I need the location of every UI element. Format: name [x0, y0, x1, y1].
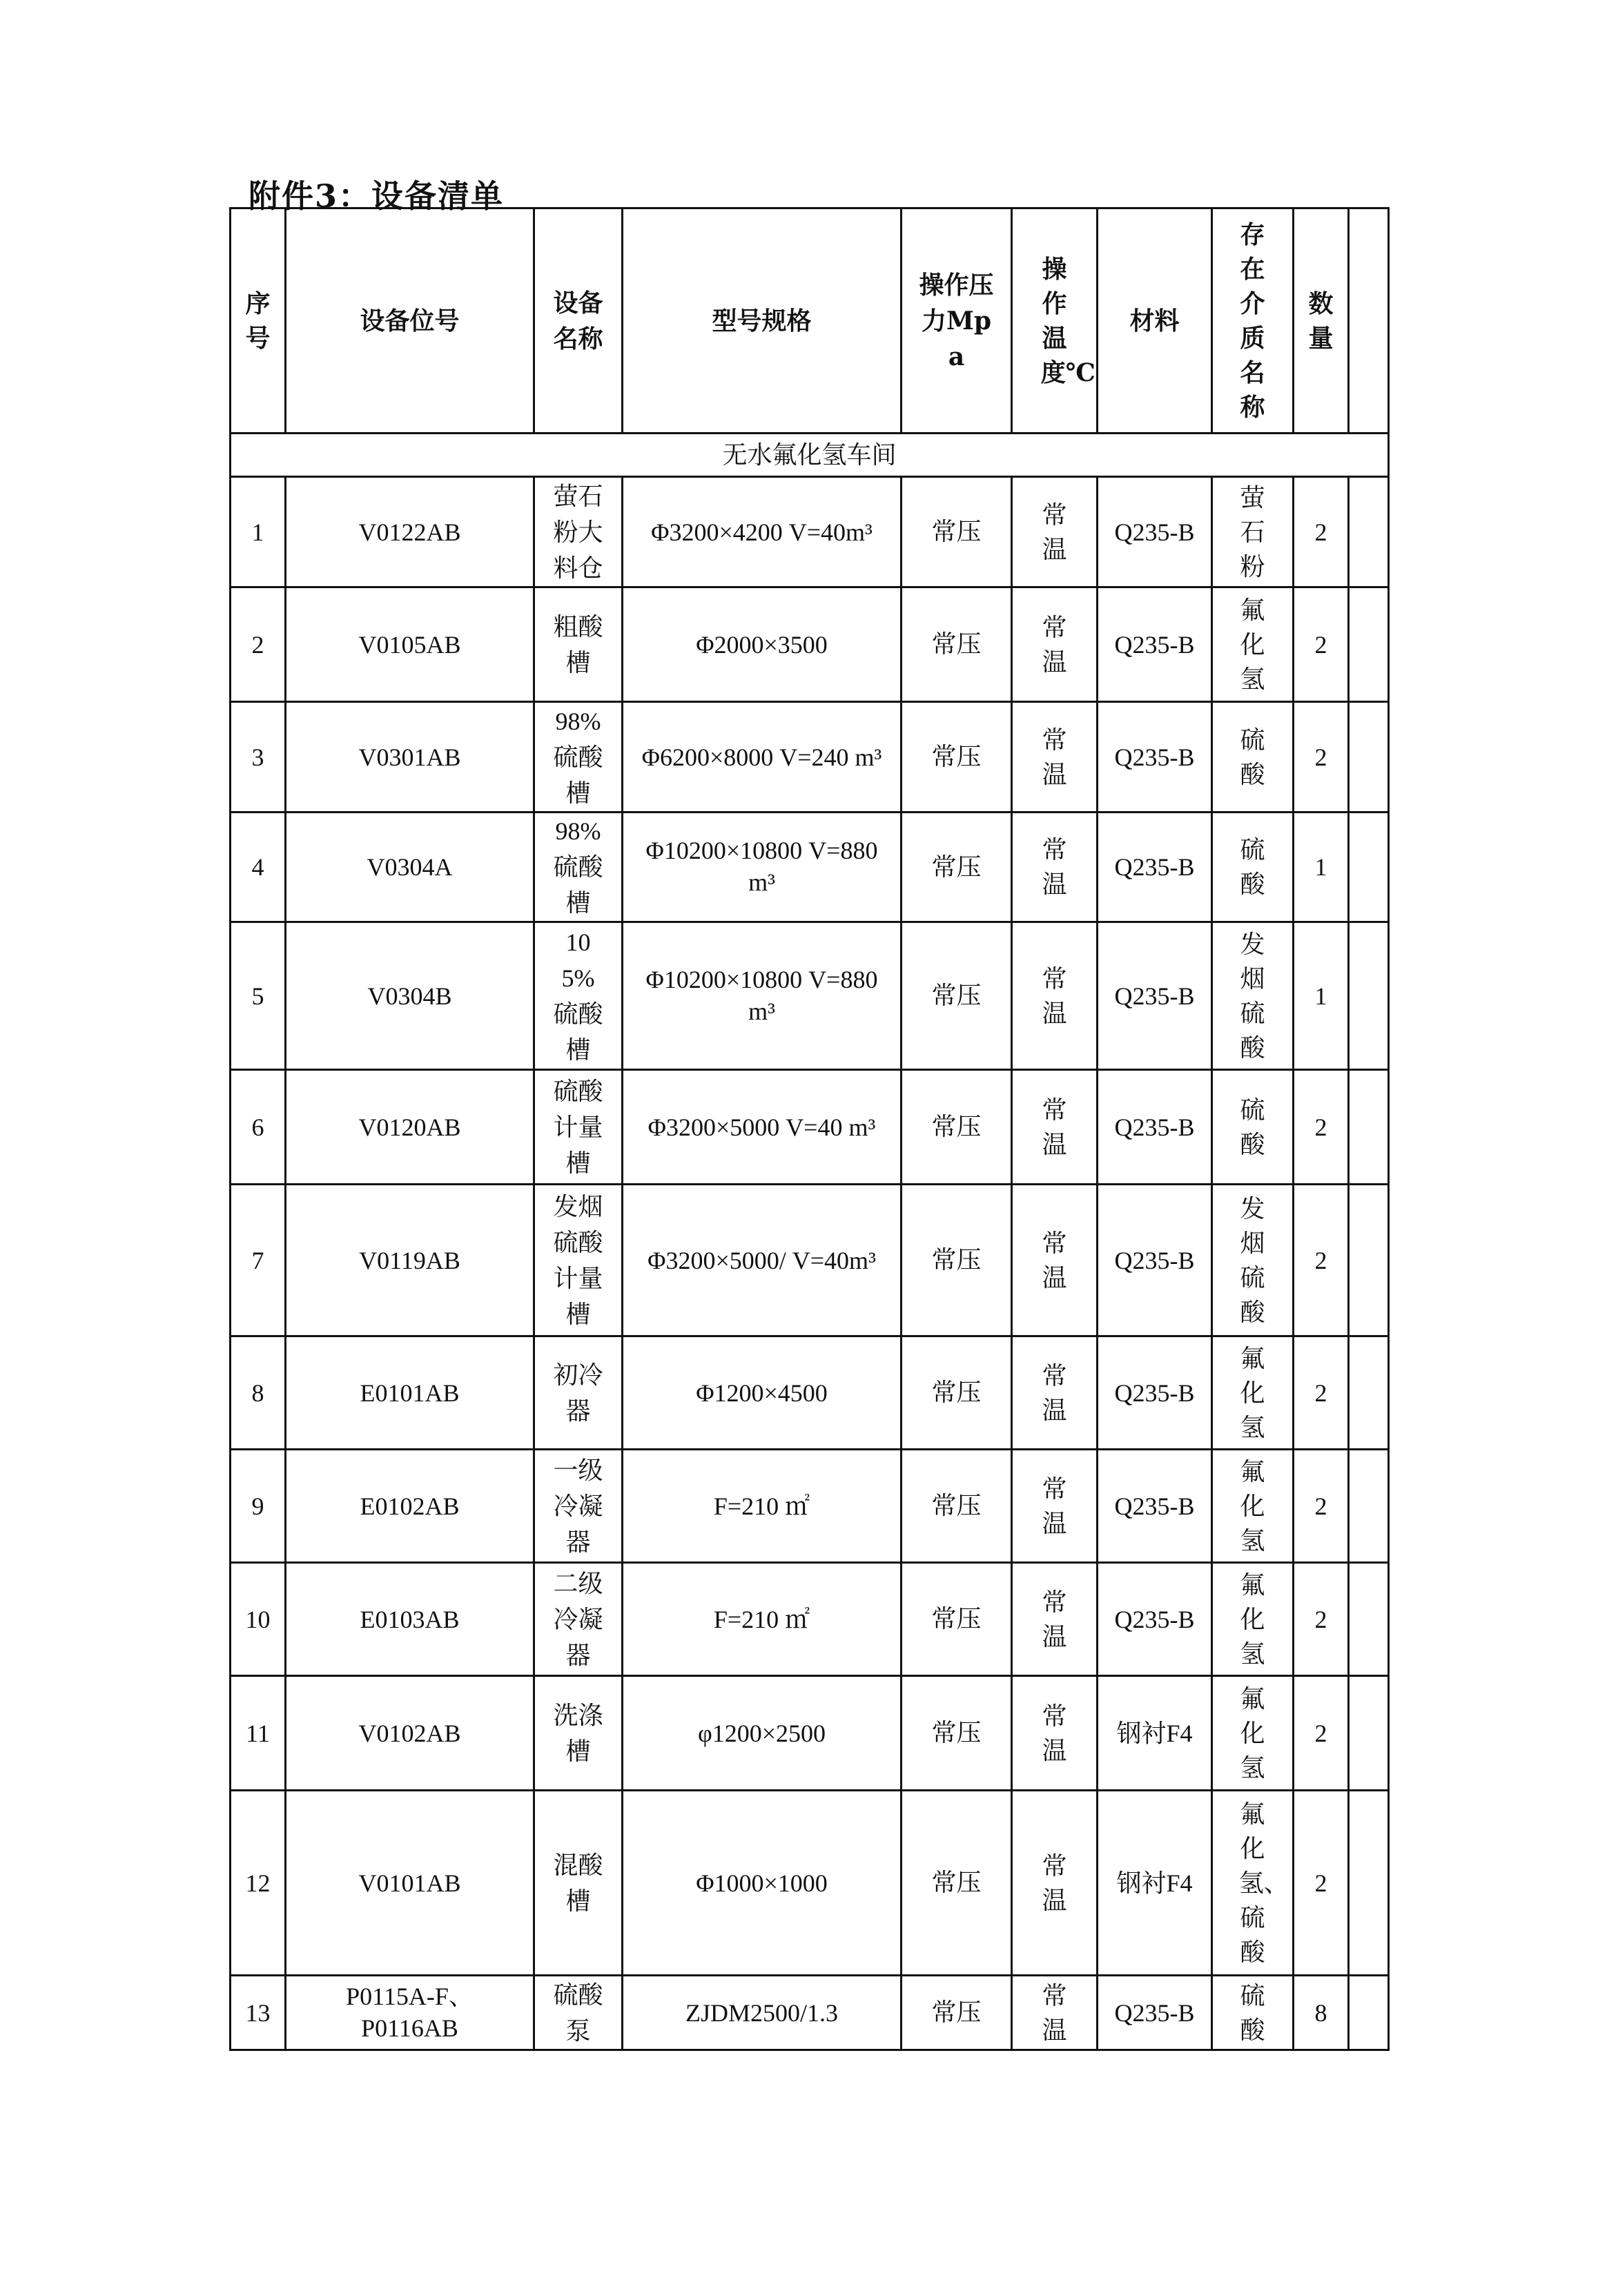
table-row: [231, 1563, 1389, 1676]
cell-temp: [1012, 922, 1098, 1070]
cell-qty-text: 2: [1314, 1719, 1327, 1747]
cell-tag-text: V0119AB: [359, 1246, 460, 1274]
table-row: [231, 813, 1389, 922]
cell-material: [1098, 477, 1212, 587]
table-row: [231, 1676, 1389, 1791]
cell-tag: [286, 587, 534, 702]
cell-tag: [286, 1676, 534, 1791]
header-seq: 序号: [231, 208, 286, 434]
cell-blank: [1349, 477, 1389, 587]
cell-medium-text: 氟化氢、硫酸: [1238, 1800, 1289, 1966]
cell-material-text: 钢衬F4: [1116, 1869, 1193, 1897]
cell-tag-text: V0120AB: [358, 1113, 461, 1141]
cell-pressure-text: 常压: [931, 630, 982, 659]
cell-medium: [1212, 1450, 1294, 1563]
cell-seq: [231, 587, 286, 702]
equipment-table: [229, 207, 1390, 2051]
table-row: [231, 587, 1389, 702]
cell-name-text: 粗酸槽: [553, 612, 603, 677]
cell-temp: [1012, 1676, 1098, 1791]
cell-qty: [1294, 1563, 1349, 1676]
cell-tag-text: E0103AB: [360, 1605, 460, 1633]
cell-temp: [1012, 1976, 1098, 2050]
header-pressure: 操作压力Mpa: [902, 208, 1012, 434]
cell-pressure: [902, 1976, 1012, 2050]
cell-medium: [1212, 922, 1294, 1070]
cell-blank: [1349, 922, 1389, 1070]
cell-seq-text: 5: [251, 982, 264, 1010]
cell-medium-text: 硫酸: [1240, 836, 1265, 898]
cell-material: [1098, 922, 1212, 1070]
cell-tag: [286, 922, 534, 1070]
cell-pressure: [902, 1070, 1012, 1185]
cell-tag-text: V0102AB: [358, 1719, 461, 1747]
table-row: [231, 1791, 1389, 1976]
table-row: [231, 702, 1389, 813]
cell-temp-text: 常温: [1042, 836, 1067, 898]
cell-qty: [1294, 922, 1349, 1070]
cell-seq-text: 3: [251, 743, 264, 771]
cell-pressure: [902, 1185, 1012, 1336]
page-title: 附件3：设备清单: [249, 177, 505, 215]
cell-name: [534, 813, 623, 922]
cell-medium-text: 氟化氢: [1240, 1684, 1265, 1782]
cell-blank: [1349, 1676, 1389, 1791]
cell-name: [534, 1450, 623, 1563]
cell-medium-text: 氟化氢: [1240, 1457, 1265, 1555]
cell-name-text: 初冷器: [553, 1361, 603, 1425]
cell-seq-text: 2: [251, 630, 264, 659]
cell-temp: [1012, 1450, 1098, 1563]
cell-pressure-text: 常压: [931, 1379, 982, 1407]
cell-temp: [1012, 477, 1098, 587]
cell-medium-text: 萤石粉: [1240, 483, 1265, 581]
cell-qty-text: 2: [1314, 1113, 1327, 1141]
cell-temp-text: 常温: [1042, 726, 1067, 788]
cell-seq-text: 12: [245, 1869, 271, 1897]
header-row: [231, 208, 1389, 434]
cell-name-text: 洗涤槽: [553, 1701, 603, 1765]
cell-qty: [1294, 1070, 1349, 1185]
cell-model: [623, 1791, 902, 1976]
header-model: 型号规格: [623, 208, 902, 434]
cell-name: [534, 1563, 623, 1676]
cell-seq: [231, 1976, 286, 2050]
cell-qty-text: 1: [1314, 982, 1327, 1010]
cell-model: [623, 702, 902, 813]
cell-seq-text: 1: [251, 518, 264, 546]
cell-material: [1098, 1336, 1212, 1450]
cell-pressure: [902, 1450, 1012, 1563]
cell-qty-text: 2: [1314, 1492, 1327, 1520]
cell-model: [623, 477, 902, 587]
cell-qty: [1294, 1791, 1349, 1976]
cell-material: [1098, 1791, 1212, 1976]
cell-temp-text: 常温: [1042, 1851, 1067, 1914]
cell-name-text: 二级冷凝器: [553, 1569, 603, 1669]
cell-tag-text: V0105AB: [358, 630, 461, 659]
cell-pressure-text: 常压: [931, 853, 982, 882]
cell-seq: [231, 1450, 286, 1563]
cell-temp-text: 常温: [1042, 1588, 1067, 1651]
cell-material-text: Q235-B: [1114, 743, 1195, 771]
cell-medium: [1212, 702, 1294, 813]
cell-material: [1098, 1976, 1212, 2050]
cell-seq-text: 9: [251, 1492, 264, 1520]
cell-blank: [1349, 1563, 1389, 1676]
header-temp: 操作温度℃: [1012, 208, 1098, 434]
cell-model-text: F=210 ㎡: [713, 1492, 810, 1520]
cell-temp-text: 常温: [1042, 613, 1067, 676]
table-row: [231, 1450, 1389, 1563]
section-row: [231, 434, 1389, 477]
cell-seq: [231, 1676, 286, 1791]
cell-temp-text: 常温: [1042, 500, 1067, 563]
cell-medium: [1212, 477, 1294, 587]
cell-pressure: [902, 1676, 1012, 1791]
cell-temp-text: 常温: [1042, 1702, 1067, 1764]
cell-model-text: Φ6200×8000 V=240 m³: [641, 743, 882, 771]
cell-qty: [1294, 1185, 1349, 1336]
cell-blank: [1349, 1336, 1389, 1450]
cell-name: [534, 1336, 623, 1450]
cell-temp: [1012, 813, 1098, 922]
cell-model: [623, 1070, 902, 1185]
cell-blank: [1349, 1450, 1389, 1563]
cell-seq: [231, 1336, 286, 1450]
cell-material-text: Q235-B: [1114, 518, 1195, 546]
cell-qty: [1294, 587, 1349, 702]
cell-material-text: Q235-B: [1114, 853, 1195, 881]
cell-model-text: Φ10200×10800 V=880 m³: [645, 965, 878, 1025]
cell-qty: [1294, 813, 1349, 922]
cell-temp-text: 常温: [1042, 1361, 1067, 1424]
cell-name-text: 98%硫酸槽: [553, 817, 603, 917]
cell-seq-text: 10: [245, 1605, 271, 1633]
cell-model: [623, 1976, 902, 2050]
cell-material-text: Q235-B: [1114, 1605, 1195, 1633]
cell-pressure: [902, 813, 1012, 922]
cell-medium-text: 硫酸: [1240, 1981, 1265, 2044]
cell-tag: [286, 1070, 534, 1185]
table-row: [231, 1976, 1389, 2050]
cell-model: [623, 813, 902, 922]
table-row: [231, 1070, 1389, 1185]
cell-material: [1098, 587, 1212, 702]
cell-blank: [1349, 1976, 1389, 2050]
cell-name: [534, 1976, 623, 2050]
cell-name: [534, 702, 623, 813]
cell-name-text: 98%硫酸槽: [553, 707, 603, 807]
cell-temp: [1012, 587, 1098, 702]
cell-name-text: 混酸槽: [553, 1851, 603, 1915]
cell-qty: [1294, 702, 1349, 813]
cell-material-text: 钢衬F4: [1116, 1719, 1193, 1747]
cell-tag-text: V0304A: [367, 853, 453, 881]
header-qty: 数量: [1294, 208, 1349, 434]
cell-material: [1098, 813, 1212, 922]
header-tag: 设备位号: [286, 208, 534, 434]
cell-blank: [1349, 587, 1389, 702]
cell-name-text: 一级冷凝器: [553, 1456, 603, 1556]
cell-tag-text: P0115A-F、P0116AB: [346, 1982, 474, 2042]
cell-pressure: [902, 1791, 1012, 1976]
cell-model-text: Φ3200×5000 V=40 m³: [647, 1113, 876, 1141]
cell-medium-text: 氟化氢: [1240, 1570, 1265, 1668]
cell-model: [623, 1336, 902, 1450]
cell-seq: [231, 1185, 286, 1336]
cell-seq: [231, 477, 286, 587]
cell-pressure: [902, 922, 1012, 1070]
cell-pressure: [902, 1563, 1012, 1676]
cell-blank: [1349, 813, 1389, 922]
cell-seq-text: 4: [251, 853, 264, 881]
cell-qty-text: 1: [1314, 853, 1327, 881]
cell-blank: [1349, 1185, 1389, 1336]
cell-model-text: ZJDM2500/1.3: [685, 1998, 838, 2027]
cell-tag: [286, 1791, 534, 1976]
cell-name-text: 105%硫酸槽: [553, 928, 603, 1064]
cell-qty-text: 8: [1314, 1998, 1327, 2027]
cell-medium-text: 发烟硫酸: [1240, 930, 1265, 1062]
cell-tag: [286, 1450, 534, 1563]
table-row: [231, 477, 1389, 587]
cell-temp: [1012, 1070, 1098, 1185]
table-row: [231, 922, 1389, 1070]
cell-pressure-text: 常压: [931, 1246, 982, 1274]
cell-blank: [1349, 1791, 1389, 1976]
cell-tag: [286, 1563, 534, 1676]
cell-tag-text: E0101AB: [360, 1379, 460, 1407]
cell-name: [534, 587, 623, 702]
cell-tag-text: V0301AB: [358, 743, 461, 771]
cell-material-text: Q235-B: [1114, 982, 1195, 1010]
header-blank: [1349, 208, 1389, 434]
cell-medium-text: 发烟硫酸: [1240, 1194, 1265, 1326]
cell-tag-text: V0304B: [367, 982, 452, 1010]
cell-tag: [286, 1336, 534, 1450]
cell-medium: [1212, 1976, 1294, 2050]
cell-seq: [231, 813, 286, 922]
cell-model: [623, 1563, 902, 1676]
cell-model-text: Φ2000×3500: [696, 630, 828, 659]
cell-pressure: [902, 587, 1012, 702]
cell-medium-text: 氟化氢: [1240, 1344, 1265, 1441]
cell-name: [534, 477, 623, 587]
cell-material-text: Q235-B: [1114, 630, 1195, 659]
cell-material: [1098, 1563, 1212, 1676]
cell-name: [534, 1185, 623, 1336]
cell-qty: [1294, 1676, 1349, 1791]
cell-tag: [286, 813, 534, 922]
cell-qty: [1294, 477, 1349, 587]
cell-tag-text: E0102AB: [360, 1492, 460, 1520]
cell-qty-text: 2: [1314, 1246, 1327, 1274]
cell-temp: [1012, 1185, 1098, 1336]
cell-pressure: [902, 477, 1012, 587]
table-row: [231, 1336, 1389, 1450]
cell-material-text: Q235-B: [1114, 1492, 1195, 1520]
cell-medium: [1212, 1791, 1294, 1976]
cell-temp: [1012, 1791, 1098, 1976]
cell-model-text: Φ3200×4200 V=40m³: [651, 518, 873, 546]
cell-seq-text: 6: [251, 1113, 264, 1141]
cell-pressure-text: 常压: [931, 1605, 982, 1633]
cell-pressure-text: 常压: [931, 982, 982, 1010]
cell-temp: [1012, 1336, 1098, 1450]
cell-seq: [231, 1070, 286, 1185]
cell-model-text: Φ10200×10800 V=880 m³: [645, 837, 878, 896]
cell-blank: [1349, 702, 1389, 813]
cell-tag: [286, 1976, 534, 2050]
cell-qty: [1294, 1336, 1349, 1450]
cell-pressure-text: 常压: [931, 1869, 982, 1897]
cell-medium: [1212, 1676, 1294, 1791]
cell-tag: [286, 1185, 534, 1336]
cell-temp-text: 常温: [1042, 964, 1067, 1027]
cell-material: [1098, 1676, 1212, 1791]
cell-material: [1098, 1450, 1212, 1563]
cell-name-text: 硫酸泵: [553, 1981, 603, 2045]
cell-model: [623, 1676, 902, 1791]
cell-name: [534, 1070, 623, 1185]
cell-seq: [231, 1563, 286, 1676]
cell-seq-text: 13: [245, 1998, 271, 2027]
cell-temp-text: 常温: [1042, 1096, 1067, 1158]
cell-pressure-text: 常压: [931, 518, 982, 546]
cell-medium: [1212, 813, 1294, 922]
cell-blank: [1349, 1070, 1389, 1185]
cell-pressure: [902, 1336, 1012, 1450]
cell-pressure-text: 常压: [931, 1492, 982, 1520]
cell-medium: [1212, 1336, 1294, 1450]
cell-seq-text: 11: [246, 1719, 270, 1747]
cell-model: [623, 922, 902, 1070]
cell-model-text: Φ1200×4500: [696, 1379, 828, 1407]
cell-seq-text: 7: [251, 1246, 264, 1274]
cell-qty-text: 2: [1314, 630, 1327, 659]
cell-name-text: 发烟硫酸计量槽: [553, 1192, 603, 1328]
cell-medium-text: 硫酸: [1240, 726, 1265, 788]
cell-qty-text: 2: [1314, 1379, 1327, 1407]
cell-model: [623, 1450, 902, 1563]
cell-medium: [1212, 1185, 1294, 1336]
cell-name: [534, 922, 623, 1070]
cell-temp-text: 常温: [1042, 1229, 1067, 1292]
cell-model-text: Φ1000×1000: [696, 1869, 828, 1897]
cell-temp: [1012, 702, 1098, 813]
cell-seq: [231, 702, 286, 813]
cell-material-text: Q235-B: [1114, 1998, 1195, 2027]
cell-medium-text: 氟化氢: [1240, 596, 1265, 693]
cell-medium: [1212, 1070, 1294, 1185]
cell-material: [1098, 1070, 1212, 1185]
cell-qty-text: 2: [1314, 518, 1327, 546]
cell-material: [1098, 702, 1212, 813]
cell-name-text: 萤石粉大料仓: [553, 482, 603, 582]
cell-temp: [1012, 1563, 1098, 1676]
cell-material-text: Q235-B: [1114, 1113, 1195, 1141]
cell-medium-text: 硫酸: [1240, 1096, 1265, 1158]
cell-tag-text: V0101AB: [358, 1869, 461, 1897]
cell-material-text: Q235-B: [1114, 1379, 1195, 1407]
cell-temp-text: 常温: [1042, 1981, 1067, 2044]
cell-pressure: [902, 702, 1012, 813]
cell-model-text: F=210 ㎡: [713, 1605, 810, 1633]
cell-temp-text: 常温: [1042, 1475, 1067, 1537]
header-material: 材料: [1098, 208, 1212, 434]
header-medium: 存在介质名称: [1212, 208, 1294, 434]
cell-pressure-text: 常压: [931, 1719, 982, 1747]
cell-qty-text: 2: [1314, 1869, 1327, 1897]
section-title: 无水氟化氢车间: [231, 434, 1389, 477]
table-row: [231, 1185, 1389, 1336]
cell-seq-text: 8: [251, 1379, 264, 1407]
cell-pressure-text: 常压: [931, 1113, 982, 1141]
cell-name: [534, 1791, 623, 1976]
cell-model: [623, 1185, 902, 1336]
cell-model-text: φ1200×2500: [697, 1719, 826, 1747]
cell-qty-text: 2: [1314, 743, 1327, 771]
cell-tag: [286, 477, 534, 587]
cell-qty: [1294, 1976, 1349, 2050]
cell-seq: [231, 922, 286, 1070]
cell-material-text: Q235-B: [1114, 1246, 1195, 1274]
cell-pressure-text: 常压: [931, 1998, 982, 2027]
header-name: 设备名称: [534, 208, 623, 434]
cell-name: [534, 1676, 623, 1791]
cell-model: [623, 587, 902, 702]
cell-name-text: 硫酸计量槽: [553, 1077, 603, 1177]
cell-tag: [286, 702, 534, 813]
cell-model-text: Φ3200×5000/ V=40m³: [647, 1246, 876, 1274]
cell-qty: [1294, 1450, 1349, 1563]
cell-pressure-text: 常压: [931, 743, 982, 771]
cell-seq: [231, 1791, 286, 1976]
cell-material: [1098, 1185, 1212, 1336]
cell-tag-text: V0122AB: [358, 518, 461, 546]
cell-medium: [1212, 1563, 1294, 1676]
cell-medium: [1212, 587, 1294, 702]
cell-qty-text: 2: [1314, 1605, 1327, 1633]
